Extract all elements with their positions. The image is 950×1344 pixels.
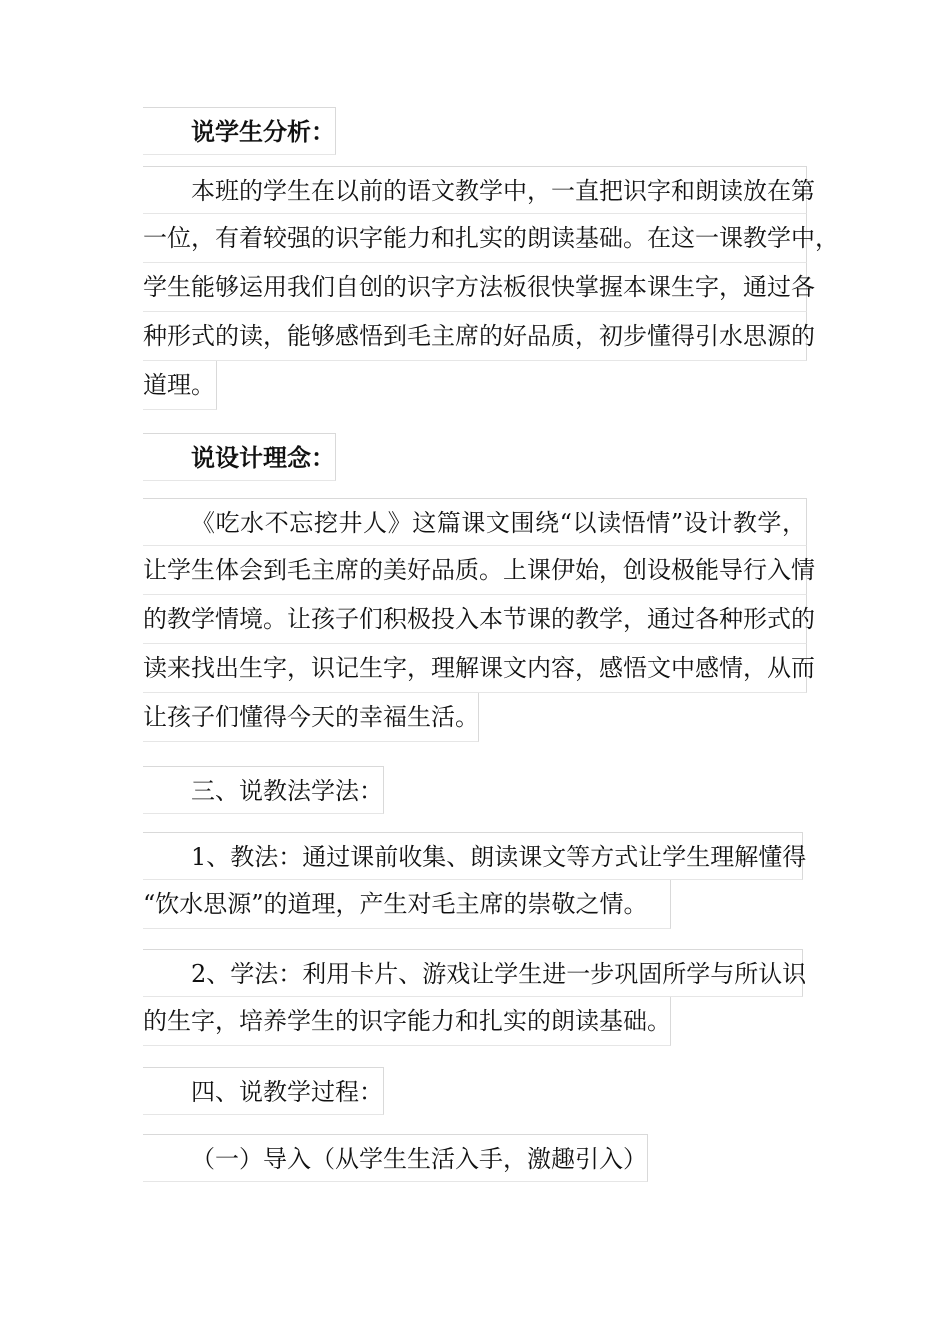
paragraph-line: 《吃水不忘挖井人》这篇课文围绕“以读悟情”设计教学，	[143, 498, 807, 546]
paragraph-line: 一位，有着较强的识字能力和扎实的朗读基础。在这一课教学中，	[143, 214, 807, 263]
paragraph-line: 让学生体会到毛主席的美好品质。上课伊始，创设极能导行入情	[143, 546, 807, 595]
paragraph-teaching-method	[143, 832, 807, 929]
paragraph-line: 道理。	[143, 361, 217, 410]
heading-line: 说设计理念：	[143, 433, 336, 481]
subheading-introduction	[143, 1134, 648, 1182]
subheading-line: （一）导入（从学生生活入手，激趣引入）	[143, 1134, 648, 1182]
paragraph-learning-method	[143, 949, 807, 1046]
paragraph-line: “饮水思源”的道理，产生对毛主席的崇敬之情。	[143, 880, 671, 929]
paragraph-line: 1、教法：通过课前收集、朗读课文等方式让学生理解懂得	[143, 832, 803, 880]
heading-teaching-methods	[143, 766, 384, 814]
paragraph-student-analysis	[143, 166, 839, 410]
heading-teaching-process	[143, 1067, 384, 1115]
paragraph-line: 种形式的读，能够感悟到毛主席的好品质，初步懂得引水思源的	[143, 312, 807, 361]
heading-student-analysis	[143, 107, 336, 155]
paragraph-line: 学生能够运用我们自创的识字方法板很快掌握本课生字，通过各	[143, 263, 807, 312]
paragraph-design-concept	[143, 498, 815, 742]
paragraph-line: 的教学情境。让孩子们积极投入本节课的教学，通过各种形式的	[143, 595, 807, 644]
paragraph-line: 本班的学生在以前的语文教学中，一直把识字和朗读放在第	[143, 166, 807, 214]
paragraph-line: 让孩子们懂得今天的幸福生活。	[143, 693, 479, 742]
heading-line: 四、说教学过程：	[143, 1067, 384, 1115]
heading-design-concept	[143, 433, 336, 481]
paragraph-line: 的生字，培养学生的识字能力和扎实的朗读基础。	[143, 997, 671, 1046]
paragraph-line: 2、学法：利用卡片、游戏让学生进一步巩固所学与所认识	[143, 949, 803, 997]
heading-line: 说学生分析：	[143, 107, 336, 155]
heading-line: 三、说教法学法：	[143, 766, 384, 814]
paragraph-line: 读来找出生字，识记生字，理解课文内容，感悟文中感情，从而	[143, 644, 807, 693]
